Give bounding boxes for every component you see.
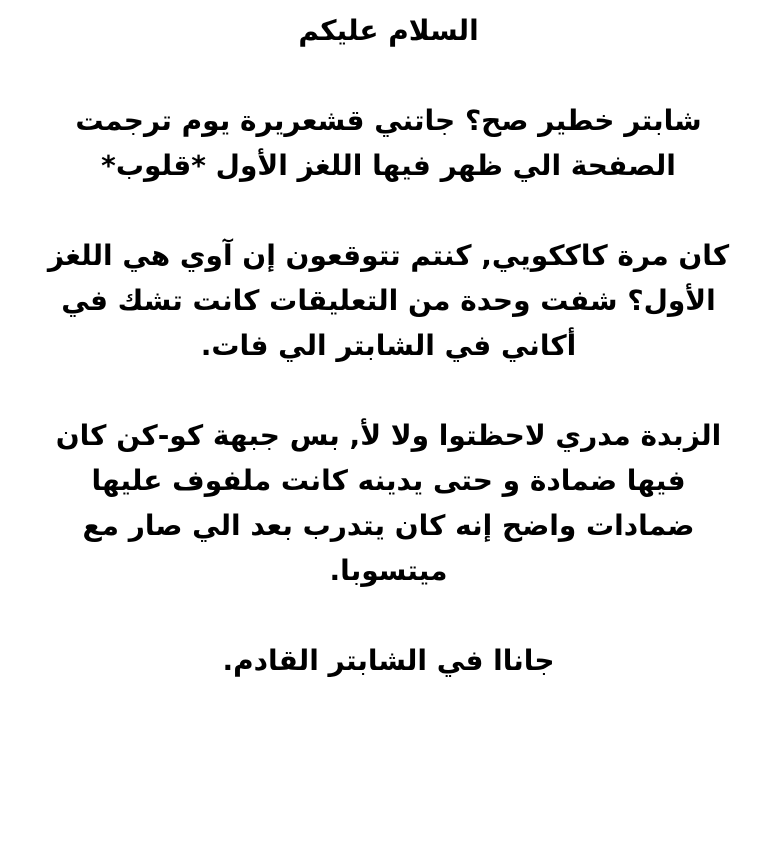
text-line: الأول؟ شفت وحدة من التعليقات كانت تشك في — [61, 284, 716, 317]
farewell-paragraph — [30, 638, 747, 683]
text-line: ميتسوبا. — [329, 554, 448, 587]
text-line: الصفحة الي ظهر فيها اللغز الأول *قلوب* — [101, 149, 676, 182]
greeting-text: السلام عليكم — [298, 14, 479, 47]
text-line: فيها ضمادة و حتى يدينه كانت ملفوف عليها — [91, 464, 686, 497]
paragraph-riddle-discussion — [30, 233, 747, 368]
text-line: شابتر خطير صح؟ جاتني قشعريرة يوم ترجمت — [75, 104, 702, 137]
text-line: كان مرة كاككويي, كنتم تتوقعون إن آوي هي اللغز — [47, 239, 730, 272]
greeting-paragraph — [30, 8, 747, 53]
paragraph-observation — [30, 413, 747, 593]
text-line: الزبدة مدري لاحظتوا ولا لأ, بس جبهة كو-كن كان — [55, 419, 722, 452]
paragraph-chapter-reaction — [30, 98, 747, 188]
farewell-text: جاناا في الشابتر القادم. — [222, 644, 555, 677]
text-line: أكاني في الشابتر الي فات. — [200, 329, 577, 362]
text-line: ضمادات واضح إنه كان يتدرب بعد الي صار مع — [82, 509, 695, 542]
